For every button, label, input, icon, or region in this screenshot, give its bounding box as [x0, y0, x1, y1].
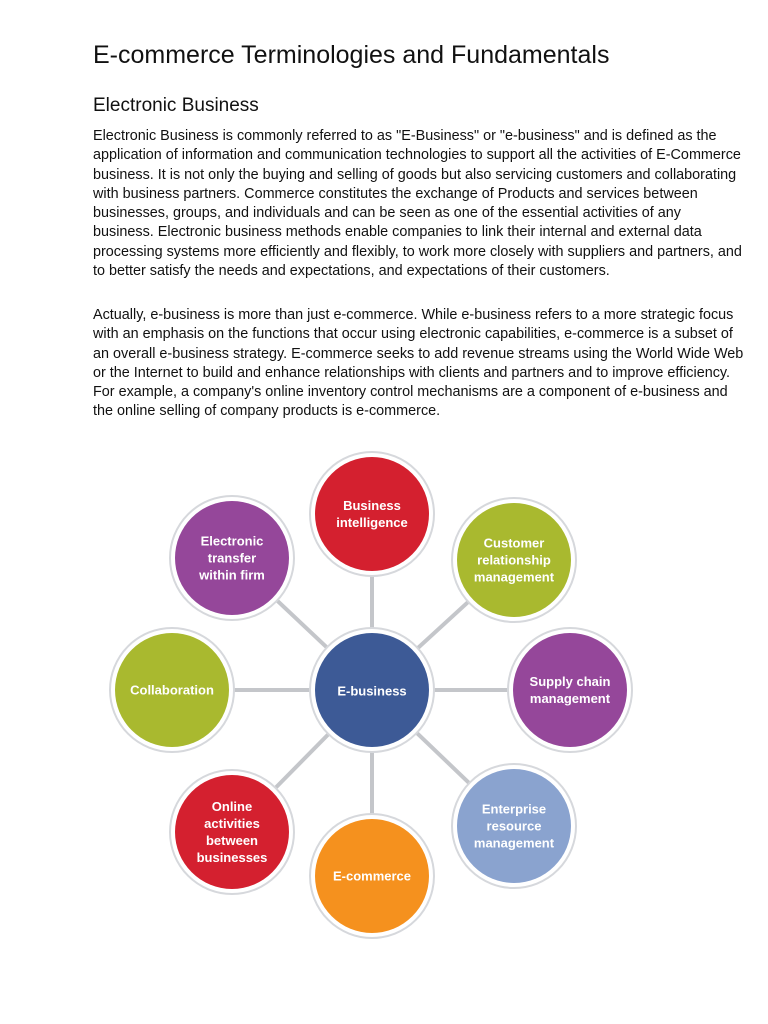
ebusiness-diagram [96, 436, 646, 954]
node-label: Collaboration [130, 682, 214, 698]
ebusiness-diagram-svg [96, 436, 646, 954]
page-title: E-commerce Terminologies and Fundamentals [93, 41, 610, 69]
node-label: activities [204, 816, 260, 832]
node-label: between [205, 833, 259, 849]
node-circle [513, 633, 627, 747]
node-label: relationship [477, 552, 551, 568]
node-label: Supply chain [529, 674, 611, 690]
node-label: E-business [337, 683, 407, 699]
node-label: management [473, 569, 555, 585]
node-label: transfer [207, 550, 257, 566]
node-label: intelligence [336, 515, 408, 531]
node-circle [315, 457, 429, 571]
node-label: management [473, 835, 555, 851]
node-label: Business [343, 498, 401, 514]
node-label: Online [211, 799, 253, 815]
node-customer-relationship-management [452, 498, 576, 622]
node-online-activities-between-businesses [170, 770, 294, 894]
node-label: Electronic [200, 533, 264, 549]
node-enterprise-resource-management [452, 764, 576, 888]
section-heading: Electronic Business [93, 95, 259, 116]
node-label: within firm [199, 567, 265, 583]
node-label: Customer [483, 535, 545, 551]
node-supply-chain-management [508, 628, 632, 752]
node-circle [175, 775, 289, 889]
node-e-commerce [310, 814, 434, 938]
node-label: management [529, 691, 611, 707]
node-electronic-transfer-within-firm [170, 496, 294, 620]
node-label: resource [486, 818, 542, 834]
node-collaboration [110, 628, 234, 752]
paragraph-1: Electronic Business is commonly referred to as "E-Business" or "e-business" and is defined as the application of information and communication technologies to support all the activities of E-Commerce business. It is not only the buying and selling of goods but also servicing customers and collaborating with business partners. Commerce constitutes the exchange of Products and services between businesses, groups, and individuals and can be seen as one of the essential activities of any business. Electronic business methods enable companies to link their internal and external data processing systems more efficiently and flexibly, to work more closely with suppliers and partners, and to better satisfy the needs and expectations, and expectations of their customers. [93, 128, 742, 280]
node-business-intelligence [310, 452, 434, 576]
node-e-business [310, 628, 434, 752]
paragraph-2: Actually, e-business is more than just e-commerce. While e-business refers to a more strategic focus with an emphasis on the functions that occur using electronic capabilities, e-commerce is a subset of an overall e-business strategy. E-commerce seeks to add revenue streams using the World Wide Web or the Internet to build and enhance relationships with clients and partners and to improve efficiency. For example, a company's online inventory control mechanisms are a component of e-business and the online selling of company products is e-commerce. [93, 307, 744, 420]
node-label: E-commerce [332, 868, 412, 884]
node-label: businesses [196, 850, 268, 866]
node-label: Enterprise [481, 801, 547, 817]
